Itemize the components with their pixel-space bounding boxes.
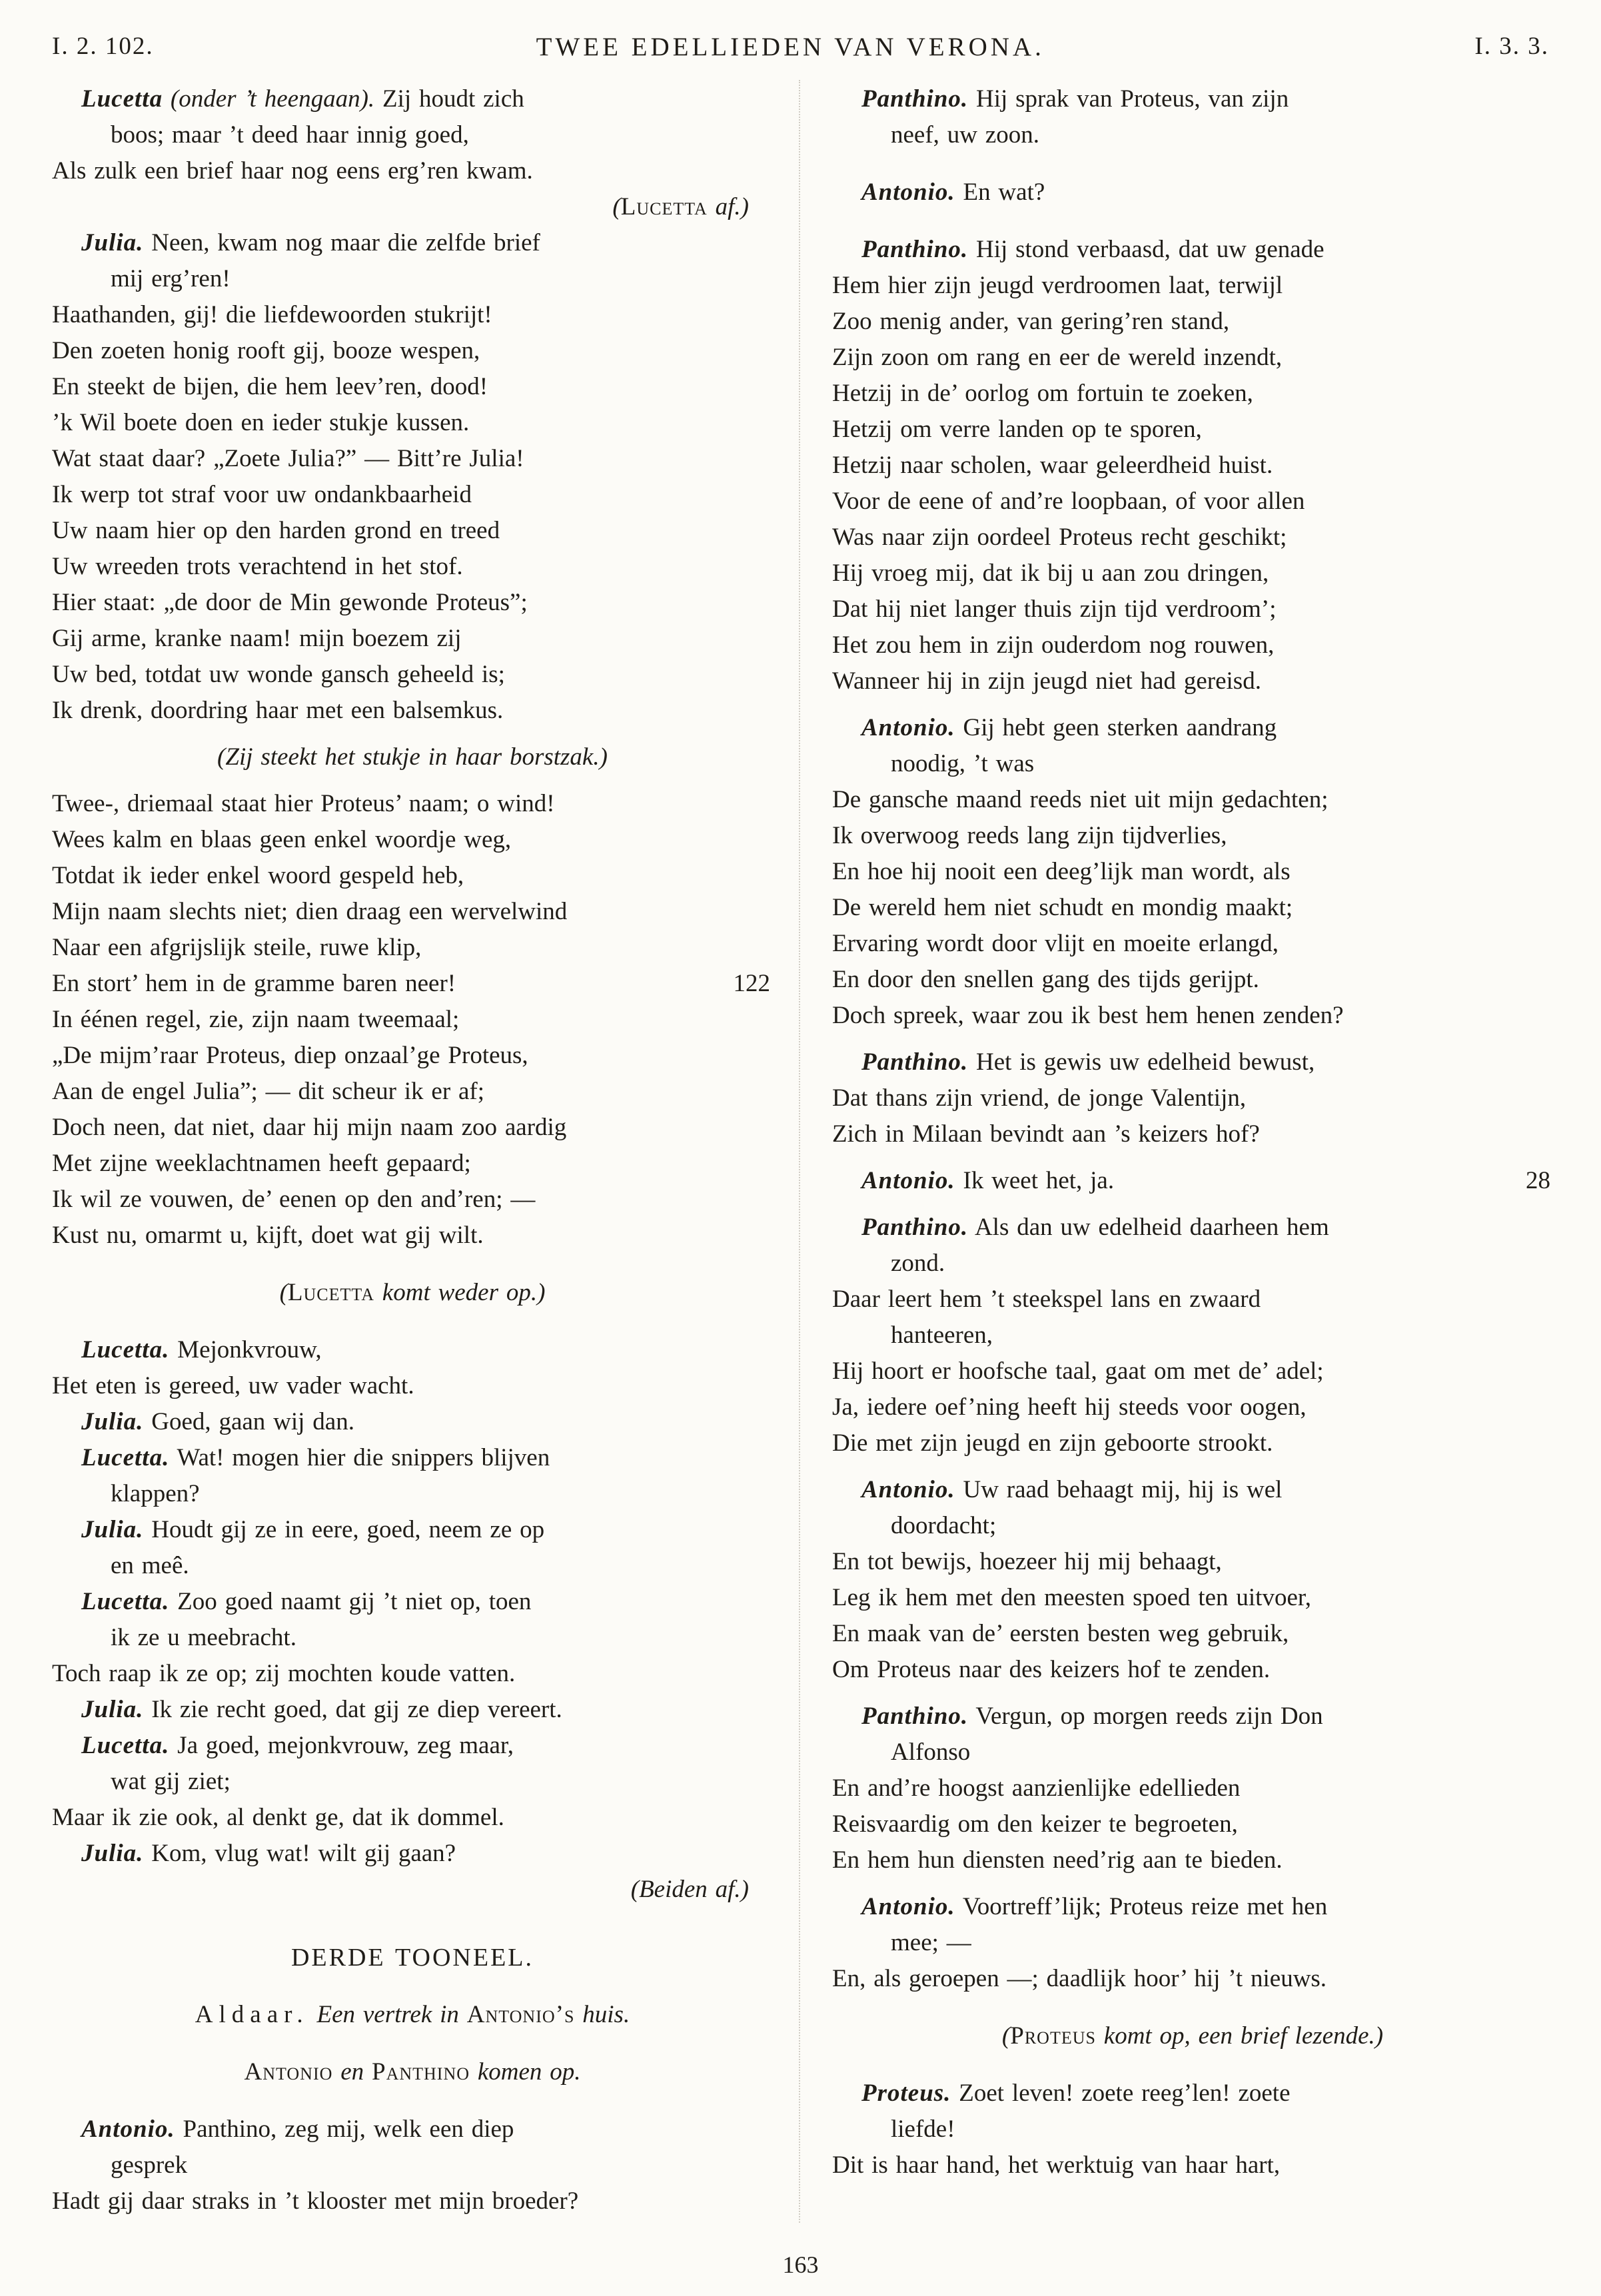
character-name: Antonio: [244, 2058, 333, 2086]
text-line: [832, 304, 1553, 340]
text-line: [52, 1512, 773, 1548]
text-span: Ik werp tot straf voor uw ondankbaarheid: [52, 481, 472, 508]
text-line: [52, 1836, 773, 1872]
text-line: [52, 1692, 773, 1728]
text-line: [832, 117, 1553, 153]
text-line: [832, 81, 1553, 117]
text-span: Goed, gaan wij dan.: [143, 1408, 354, 1435]
text-line: [52, 894, 773, 930]
speaker-name: Julia.: [81, 1408, 144, 1435]
text-span: Hetzij om verre landen op te sporen,: [832, 416, 1202, 443]
speaker-name: Julia.: [81, 1516, 144, 1543]
text-line: [832, 1652, 1553, 1688]
page-number: 163: [782, 2251, 819, 2278]
text-span: Ja, iedere oef’ning heeft hij steeds voor oogen,: [832, 1393, 1307, 1421]
text-span: En hem hun diensten need’rig aan te bieden.: [832, 1846, 1283, 1874]
text-line: [832, 1044, 1553, 1080]
speaker-name: Antonio.: [861, 714, 955, 741]
text-line: [832, 376, 1553, 412]
speaker-name: Lucetta.: [81, 1336, 170, 1363]
text-span: En tot bewijs, hoezeer hij mij behaagt,: [832, 1548, 1222, 1575]
stage-direction-text: (: [1001, 2022, 1011, 2050]
text-span: wat gij ziet;: [111, 1768, 231, 1795]
text-span: Neen, kwam nog maar die zelfde brief: [143, 229, 540, 256]
speaker-name: Lucetta: [81, 85, 163, 113]
text-span: Mejonkvrouw,: [169, 1336, 322, 1363]
text-line: [52, 117, 773, 153]
text-line: [52, 2054, 773, 2090]
text-line: [832, 1425, 1553, 1461]
text-span: Uw raad behaagt mij, hij is wel: [955, 1476, 1283, 1503]
text-span: Wat! mogen hier die snippers blijven: [169, 1444, 550, 1471]
text-span: Als dan uw edelheid daarheen hem: [968, 1214, 1329, 1241]
text-line: [52, 189, 773, 225]
text-line: [52, 441, 773, 477]
text-span: Panthino, zeg mij, welk een diep: [175, 2115, 514, 2143]
text-line: [832, 1842, 1553, 1878]
text-line: [832, 746, 1553, 782]
text-line: [832, 1163, 1553, 1199]
text-line: [52, 657, 773, 693]
act-scene-ref-right: I. 3. 3.: [1474, 33, 1549, 60]
text-span: noodig, ’t was: [891, 750, 1035, 777]
page-footer: [0, 2251, 1601, 2279]
text-line: [832, 1961, 1553, 1997]
column-right: [832, 81, 1553, 2219]
text-line: [52, 1182, 773, 1218]
text-line: [832, 890, 1553, 926]
text-line: [832, 484, 1553, 520]
text-line: [832, 998, 1553, 1034]
speaker-name: Panthino.: [861, 236, 969, 263]
text-line: [832, 1389, 1553, 1425]
text-span: Twee-, driemaal staat hier Proteus’ naam; o wind!: [52, 790, 555, 817]
text-line: [52, 1872, 773, 1908]
text-span: Vergun, op morgen reeds zijn Don: [968, 1703, 1323, 1730]
text-line: [832, 1282, 1553, 1318]
text-span: mee; —: [891, 1929, 971, 1956]
text-line: [832, 1770, 1553, 1806]
text-line: [832, 556, 1553, 591]
text-line: [52, 513, 773, 549]
text-span: Dat thans zijn vriend, de jonge Valentijn,: [832, 1084, 1247, 1112]
text-line: [832, 663, 1553, 699]
text-line: [832, 627, 1553, 663]
text-span: Hij stond verbaasd, dat uw genade: [968, 236, 1325, 263]
text-line: [832, 1246, 1553, 1282]
speaker-name: Antonio.: [861, 1167, 955, 1194]
text-line: [52, 1074, 773, 1110]
text-columns: [52, 81, 1553, 2219]
text-span: Zijn zoon om rang en eer de wereld inzendt,: [832, 344, 1283, 371]
text-span: DERDE TOONEEL.: [290, 1944, 534, 1972]
stage-direction-text: (Zij steekt het stukje in haar borstzak.): [217, 743, 608, 771]
text-line: [52, 585, 773, 621]
text-span: Aan de engel Julia”; — dit scheur ik er af;: [52, 1078, 485, 1105]
text-line: [832, 591, 1553, 627]
text-span: Om Proteus naar des keizers hof te zenden.: [832, 1656, 1271, 1683]
stage-direction-text: en: [332, 2058, 372, 2086]
text-line: [52, 1002, 773, 1038]
text-line: [832, 1544, 1553, 1580]
text-span: Mijn naam slechts niet; dien draag een wervelwind: [52, 898, 568, 925]
text-line: [52, 1440, 773, 1476]
text-span: Hem hier zijn jeugd verdroomen laat, terwijl: [832, 272, 1283, 299]
text-span: En maak van de’ eersten besten weg gebruik,: [832, 1620, 1289, 1647]
act-scene-ref-left: I. 2. 102.: [52, 33, 154, 60]
character-name: Lucetta: [620, 193, 708, 220]
stage-direction-text: (Beiden af.): [630, 1876, 749, 1903]
text-span: Wat staat daar? „Zoete Julia?” — Bitt’re Julia!: [52, 445, 524, 472]
text-span: Ik overwoog reeds lang zijn tijdverlies,: [832, 822, 1227, 849]
text-line: [52, 153, 773, 189]
text-line: [52, 477, 773, 513]
text-line: [52, 1476, 773, 1512]
location-label: Aldaar.: [195, 2001, 309, 2028]
text-span: Naar een afgrijslijk steile, ruwe klip,: [52, 934, 422, 961]
text-line: [52, 822, 773, 858]
text-span: Hetzij naar scholen, waar geleerdheid huist.: [832, 452, 1273, 479]
verse-number: 122: [733, 970, 770, 997]
text-line: [52, 549, 773, 585]
text-span: en meê.: [111, 1552, 189, 1579]
text-line: [832, 1580, 1553, 1616]
text-line: [52, 81, 773, 117]
text-span: In éénen regel, zie, zijn naam tweemaal;: [52, 1006, 460, 1033]
text-span: Met zijne weeklachtnamen heeft gepaard;: [52, 1150, 471, 1177]
speaker-name: Antonio.: [861, 1476, 955, 1503]
text-line: [832, 2018, 1553, 2054]
speaker-name: Lucetta.: [81, 1732, 170, 1759]
speaker-name: Antonio.: [861, 179, 955, 206]
text-span: Zoo goed naamt gij ’t niet op, toen: [169, 1588, 532, 1615]
character-name: Lucetta: [287, 1279, 374, 1306]
text-line: [52, 369, 773, 405]
text-span: Ik drenk, doordring haar met een balsemkus.: [52, 697, 504, 724]
text-span: Kust nu, omarmt u, kijft, doet wat gij wilt.: [52, 1222, 484, 1249]
character-name: Antonio’s: [466, 2001, 575, 2028]
text-span: Hij sprak van Proteus, van zijn: [968, 85, 1289, 113]
stage-direction-text: huis.: [574, 2001, 630, 2028]
text-span: klappen?: [111, 1480, 200, 1507]
text-line: [832, 232, 1553, 268]
text-span: En stort’ hem in de gramme baren neer!: [52, 970, 456, 997]
text-span: neef, uw zoon.: [891, 121, 1039, 149]
text-line: [832, 1080, 1553, 1116]
text-line: [832, 1889, 1553, 1925]
text-span: Hetzij in de’ oorlog om fortuin te zoeken,: [832, 380, 1253, 407]
speaker-name: Panthino.: [861, 1048, 969, 1076]
text-line: [832, 782, 1553, 818]
text-line: [832, 1925, 1553, 1961]
stage-direction-text: komt weder op.): [374, 1279, 546, 1306]
speaker-name: Panthino.: [861, 1703, 969, 1730]
text-span: Haathanden, gij! die liefdewoorden stukrijt!: [52, 301, 492, 328]
text-span: Als zulk een brief haar nog eens erg’ren kwam.: [52, 157, 533, 185]
text-span: En, als geroepen —; daadlijk hoor’ hij ’t nieuws.: [832, 1965, 1327, 1992]
text-line: [832, 710, 1553, 746]
text-line: [52, 2111, 773, 2147]
text-span: Ja goed, mejonkvrouw, zeg maar,: [169, 1732, 514, 1759]
text-line: [832, 448, 1553, 484]
text-line: [832, 412, 1553, 448]
speaker-name: Julia.: [81, 1696, 144, 1723]
text-line: [52, 693, 773, 729]
speaker-name: Panthino.: [861, 85, 969, 113]
text-line: [52, 333, 773, 369]
text-line: [52, 225, 773, 261]
stage-direction-text: Een vertrek in: [308, 2001, 467, 2028]
text-span: liefde!: [891, 2115, 955, 2143]
text-span: ’k Wil boete doen en ieder stukje kussen.: [52, 409, 470, 436]
text-span: Voor de eene of and’re loopbaan, of voor allen: [832, 488, 1305, 515]
text-span: Ervaring wordt door vlijt en moeite erlangd,: [832, 930, 1279, 957]
text-span: Doch spreek, waar zou ik best hem henen zenden?: [832, 1002, 1344, 1029]
stage-direction-text: komt op, een brief lezende.): [1095, 2022, 1384, 2050]
text-span: Daar leert hem ’t steekspel lans en zwaard: [832, 1286, 1261, 1313]
text-line: [832, 1353, 1553, 1389]
text-span: Houdt gij ze in eere, goed, neem ze op: [143, 1516, 545, 1543]
text-span: Het zou hem in zijn ouderdom nog rouwen,: [832, 631, 1275, 659]
speaker-name: Lucetta.: [81, 1588, 170, 1615]
text-line: [52, 405, 773, 441]
text-line: [832, 1116, 1553, 1152]
character-name: Panthino: [372, 2058, 470, 2086]
speaker-name: Julia.: [81, 229, 144, 256]
text-line: [832, 2111, 1553, 2147]
text-line: [832, 2076, 1553, 2111]
text-span: En wat?: [955, 179, 1045, 206]
text-span: Was naar zijn oordeel Proteus recht geschikt;: [832, 524, 1287, 551]
text-span: Dat hij niet langer thuis zijn tijd verdroom’;: [832, 595, 1277, 623]
column-left: [52, 81, 773, 2219]
stage-direction-text: komen op.: [470, 2058, 581, 2086]
text-line: [52, 739, 773, 775]
text-span: ik ze u meebracht.: [111, 1624, 296, 1651]
text-line: [52, 858, 773, 894]
text-line: [52, 261, 773, 297]
text-span: Ik wil ze vouwen, de’ eenen op den and’ren; —: [52, 1186, 536, 1213]
text-span: doordacht;: [891, 1512, 997, 1539]
text-span: De gansche maand reeds niet uit mijn gedachten;: [832, 786, 1329, 813]
speaker-name: Antonio.: [861, 1893, 955, 1920]
text-span: Wanneer hij in zijn jeugd niet had gereisd.: [832, 667, 1261, 695]
text-span: Hij hoort er hoofsche taal, gaat om met de’ adel;: [832, 1357, 1324, 1385]
text-line: [52, 2183, 773, 2219]
verse-number: 28: [1526, 1167, 1550, 1194]
text-line: [52, 786, 773, 822]
text-line: [52, 1620, 773, 1656]
text-line: [52, 966, 773, 1002]
text-span: En and’re hoogst aanzienlijke edellieden: [832, 1774, 1241, 1802]
text-span: Den zoeten honig rooft gij, booze wespen,: [52, 337, 480, 364]
text-span: Gij hebt geen sterken aandrang: [955, 714, 1277, 741]
text-span: gesprek: [111, 2151, 188, 2179]
text-line: [832, 1699, 1553, 1734]
text-span: Die met zijn jeugd en zijn geboorte strookt.: [832, 1429, 1273, 1457]
text-line: [832, 818, 1553, 854]
text-span: De wereld hem niet schudt en mondig maakt;: [832, 894, 1293, 921]
text-span: Wees kalm en blaas geen enkel woordje weg,: [52, 826, 512, 853]
text-line: [832, 520, 1553, 556]
text-line: [832, 1318, 1553, 1353]
text-line: [52, 1548, 773, 1584]
text-span: Maar ik zie ook, al denkt ge, dat ik dommel.: [52, 1804, 504, 1831]
text-line: [52, 1110, 773, 1146]
text-line: [52, 1997, 773, 2033]
text-span: Voortreff’lijk; Proteus reize met hen: [955, 1893, 1328, 1920]
text-line: [832, 175, 1553, 210]
stage-direction-text: (onder ’t heengaan).: [163, 85, 383, 113]
stage-direction-text: af.): [707, 193, 749, 220]
speaker-name: Julia.: [81, 1840, 144, 1867]
text-line: [832, 962, 1553, 998]
page-header: [52, 32, 1549, 72]
stage-direction-text: (: [612, 193, 621, 220]
text-span: Toch raap ik ze op; zij mochten koude vatten.: [52, 1660, 516, 1687]
text-line: [832, 926, 1553, 962]
text-line: [832, 1734, 1553, 1770]
text-span: Gij arme, kranke naam! mijn boezem zij: [52, 625, 462, 652]
text-span: Ik weet het, ja.: [955, 1167, 1115, 1194]
text-line: [52, 1728, 773, 1764]
text-span: Zoet leven! zoete reeg’len! zoete: [951, 2080, 1291, 2107]
text-span: Het is gewis uw edelheid bewust,: [968, 1048, 1315, 1076]
text-span: „De mijm’raar Proteus, diep onzaal’ge Proteus,: [52, 1042, 528, 1069]
speaker-name: Antonio.: [81, 2115, 175, 2143]
text-span: Hij vroeg mij, dat ik bij u aan zou dringen,: [832, 560, 1269, 587]
speaker-name: Lucetta.: [81, 1444, 170, 1471]
text-span: Zich in Milaan bevindt aan ’s keizers hof?: [832, 1120, 1260, 1148]
text-line: [52, 1584, 773, 1620]
text-span: En steekt de bijen, die hem leev’ren, dood!: [52, 373, 488, 400]
text-line: [52, 1368, 773, 1404]
text-span: Zij houdt zich: [382, 85, 524, 113]
text-span: hanteeren,: [891, 1322, 993, 1349]
text-span: Doch neen, dat niet, daar hij mijn naam zoo aardig: [52, 1114, 567, 1141]
text-span: Zoo menig ander, van gering’ren stand,: [832, 308, 1230, 335]
text-line: [832, 2147, 1553, 2183]
text-line: [52, 297, 773, 333]
text-span: En hoe hij nooit een deeg’lijk man wordt, als: [832, 858, 1291, 885]
page-title: TWEE EDELLIEDEN VAN VERONA.: [536, 33, 1045, 61]
text-line: [52, 1940, 773, 1976]
text-line: [52, 1404, 773, 1440]
text-span: Totdat ik ieder enkel woord gespeld heb,: [52, 862, 464, 889]
text-span: Dit is haar hand, het werktuig van haar hart,: [832, 2151, 1281, 2179]
text-line: [832, 268, 1553, 304]
text-line: [52, 1218, 773, 1254]
text-line: [832, 854, 1553, 890]
text-line: [832, 1210, 1553, 1246]
text-line: [52, 1332, 773, 1368]
text-line: [52, 1038, 773, 1074]
text-span: Het eten is gereed, uw vader wacht.: [52, 1372, 414, 1399]
text-span: Hadt gij daar straks in ’t klooster met mijn broeder?: [52, 2187, 579, 2215]
text-line: [832, 1508, 1553, 1544]
text-line: [832, 1472, 1553, 1508]
text-span: Kom, vlug wat! wilt gij gaan?: [143, 1840, 456, 1867]
text-span: Leg ik hem met den meesten spoed ten uitvoer,: [832, 1584, 1311, 1611]
text-span: Uw wreeden trots verachtend in het stof.: [52, 553, 463, 580]
text-line: [52, 621, 773, 657]
character-name: Proteus: [1010, 2022, 1096, 2050]
text-line: [52, 1656, 773, 1692]
stage-direction-text: (: [279, 1279, 288, 1306]
text-span: Alfonso: [891, 1738, 971, 1766]
text-span: Reisvaardig om den keizer te begroeten,: [832, 1810, 1238, 1838]
text-line: [832, 340, 1553, 376]
text-span: Hier staat: „de door de Min gewonde Proteus”;: [52, 589, 528, 616]
text-line: [52, 2147, 773, 2183]
text-line: [52, 1800, 773, 1836]
text-span: Ik zie recht goed, dat gij ze diep vereert.: [143, 1696, 562, 1723]
text-line: [832, 1806, 1553, 1842]
text-line: [52, 1146, 773, 1182]
text-line: [832, 1616, 1553, 1652]
text-line: [52, 930, 773, 966]
text-span: Uw bed, totdat uw wonde gansch geheeld is;: [52, 661, 505, 688]
speaker-name: Panthino.: [861, 1214, 969, 1241]
text-span: En door den snellen gang des tijds gerijpt.: [832, 966, 1259, 993]
text-line: [52, 1275, 773, 1311]
text-span: zond.: [891, 1250, 945, 1277]
text-span: Uw naam hier op den harden grond en treed: [52, 517, 500, 544]
text-span: boos; maar ’t deed haar innig goed,: [111, 121, 469, 149]
text-span: mij erg’ren!: [111, 265, 231, 292]
text-line: [52, 1764, 773, 1800]
speaker-name: Proteus.: [861, 2080, 951, 2107]
